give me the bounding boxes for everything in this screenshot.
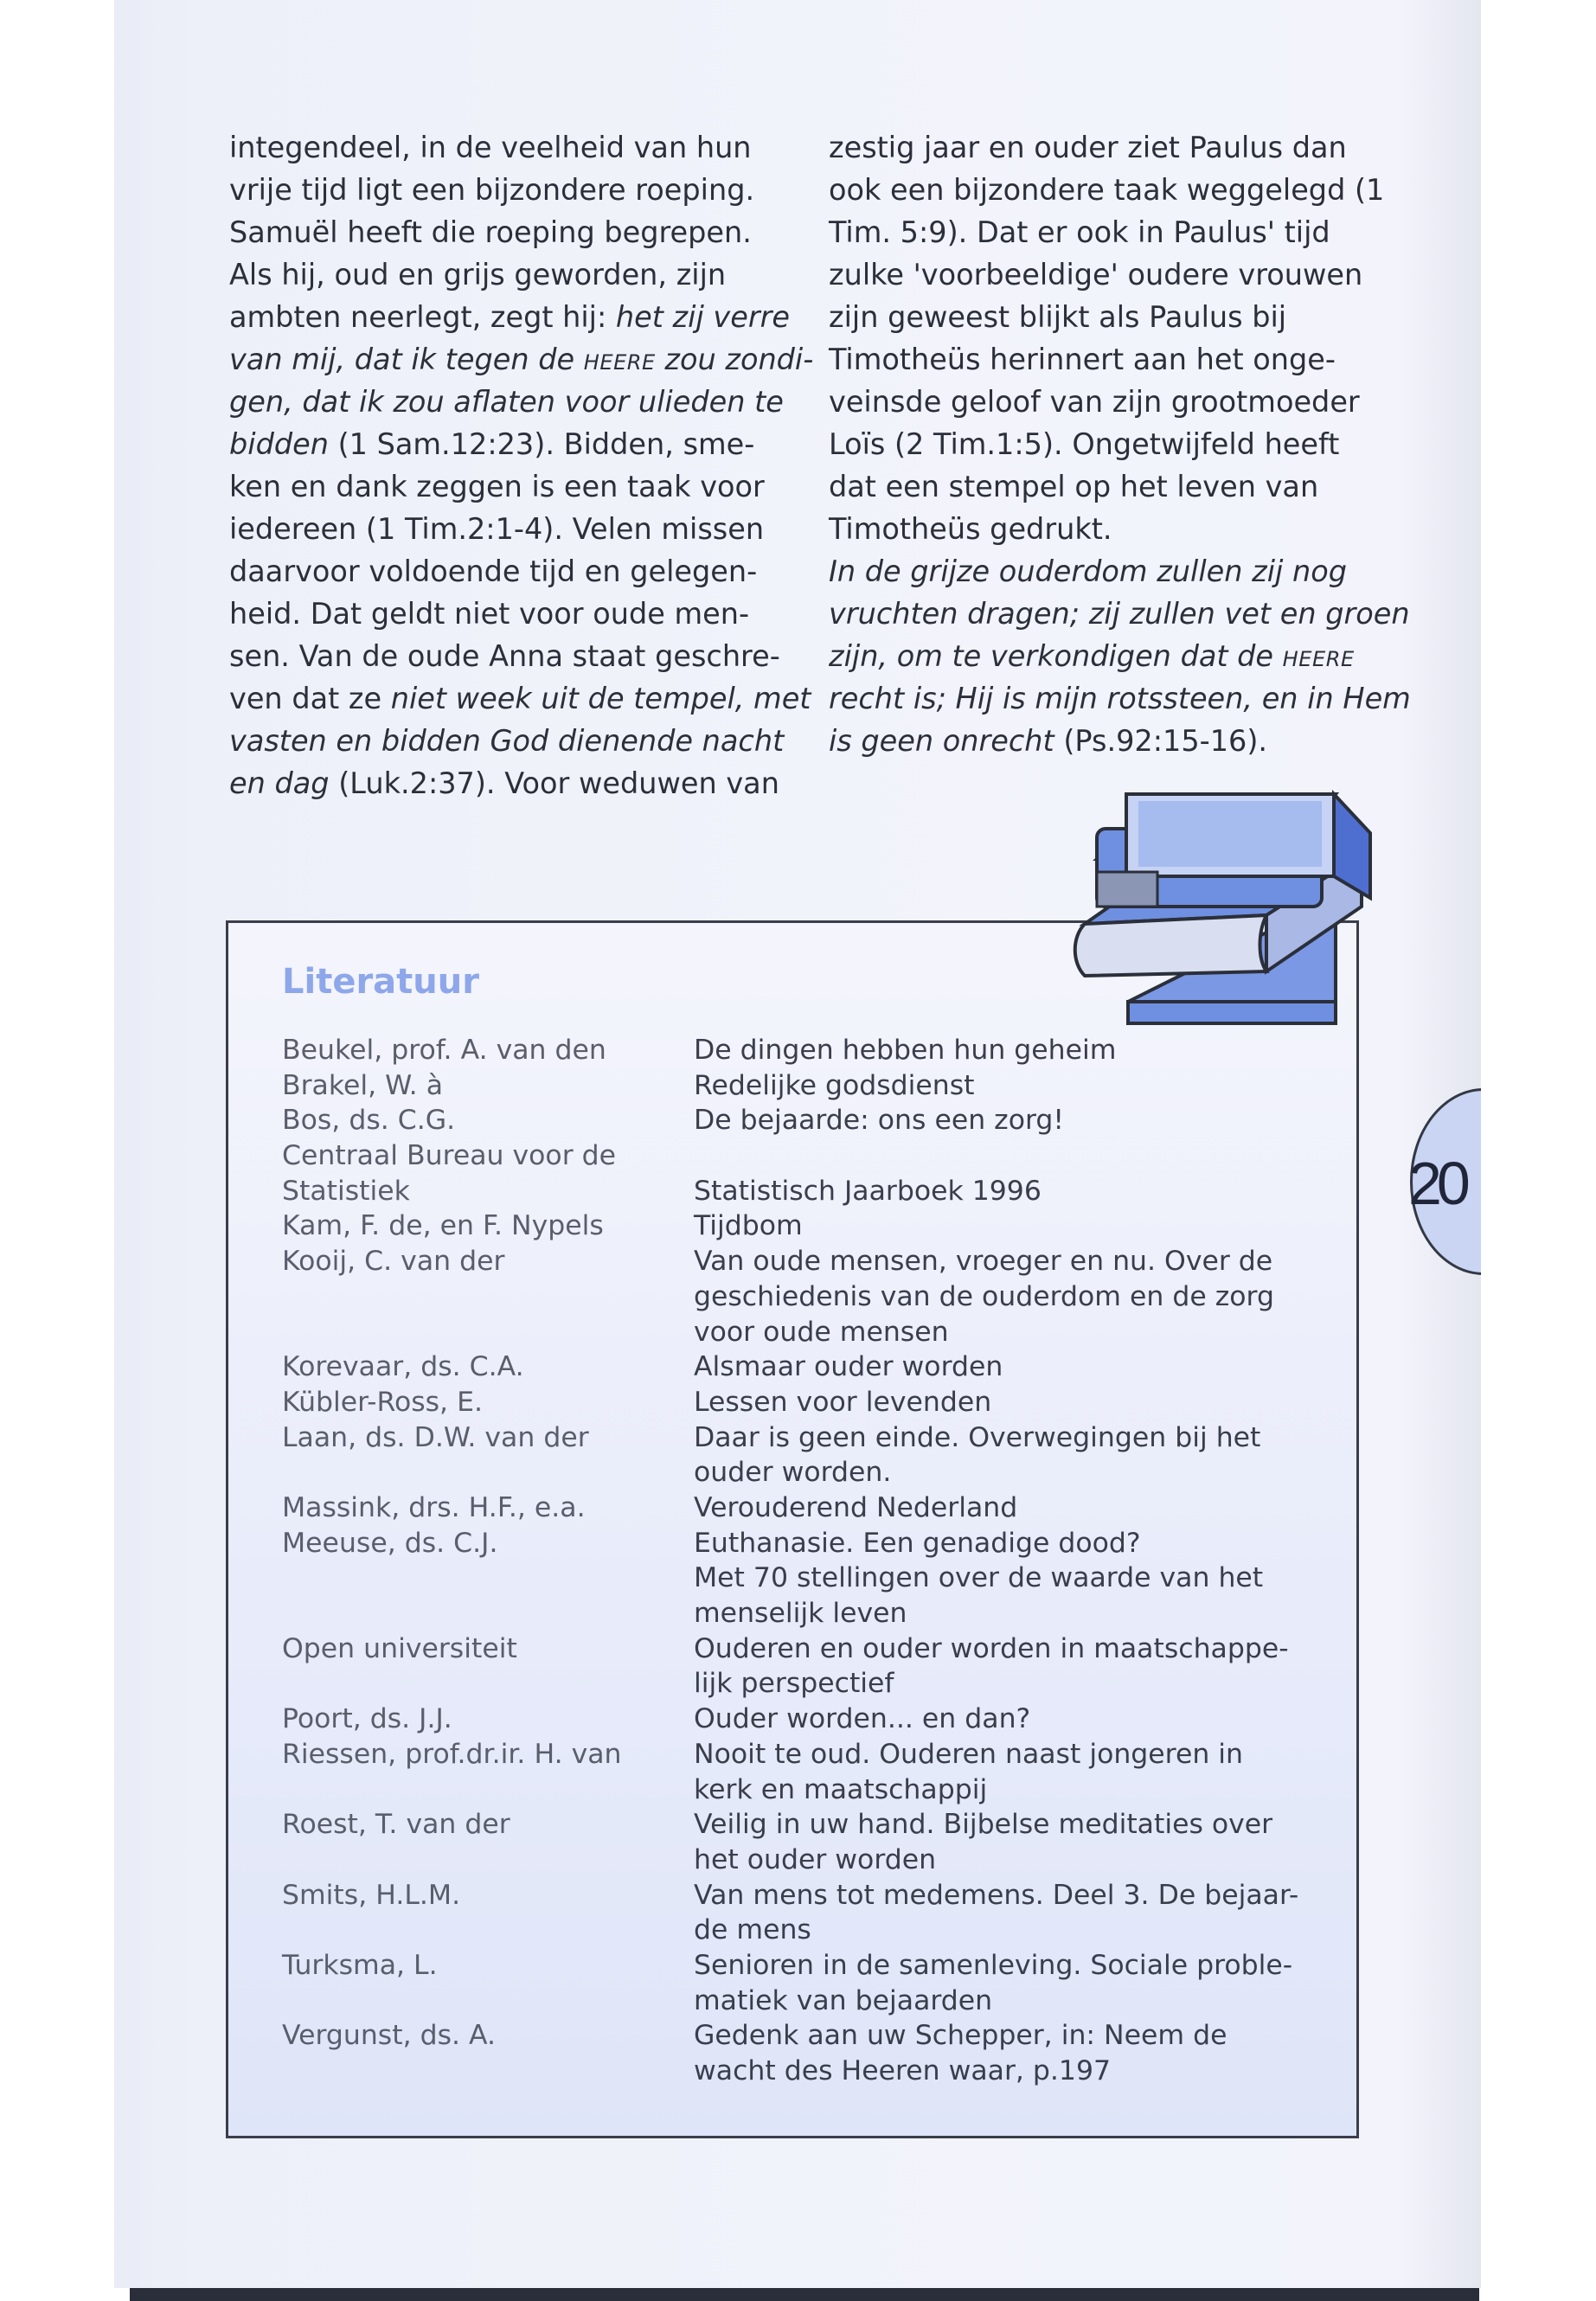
literature-author: Massink, drs. H.F., e.a. [282,1492,586,1523]
literature-book-title: Veilig in uw hand. Bijbelse meditaties over het ouder worden [694,1809,1273,1875]
literature-book-title: Verouderend Nederland [694,1492,1018,1523]
literature-book-title: Senioren in de samenleving. Sociale proble- matiek van bejaarden [694,1950,1293,2016]
literature-author: Roest, T. van der [282,1809,510,1841]
text-span: iedereen (1 Tim.2:1-4). Velen missen [229,512,765,546]
literature-author: Laan, ds. D.W. van der [282,1421,589,1453]
text-line [829,253,1382,296]
italic-quote-span: In de grijze ouderdom zullen zij nog [829,554,1347,588]
text-line [829,720,1382,762]
text-span: ven dat ze [229,682,391,715]
text-span: Timotheüs gedrukt. [829,512,1112,546]
literature-title: Literatuur [282,962,479,1002]
italic-quote-span: HEERE [1282,647,1355,671]
text-span: Als hij, oud en grijs geworden, zijn [229,258,727,292]
text-span: daarvoor voldoende tijd en gelegen- [229,554,758,588]
literature-author: Bos, ds. C.G. [282,1105,456,1137]
literature-entry [282,1103,1320,1138]
text-line [829,635,1382,677]
text-span: Samuël heeft die roeping begrepen. [229,215,752,249]
text-line [229,465,783,508]
text-span: (1 Sam.12:23). Bidden, sme- [328,427,755,461]
literature-entry [282,1878,1320,1948]
literature-book-title: Daar is geen einde. Overwegingen bij het ouder worden. [694,1421,1261,1489]
italic-quote-span: vruchten dragen; zij zullen vet en groen [829,597,1410,631]
left-text-column [229,126,814,804]
literature-book-title: Nooit te oud. Ouderen naast jongeren in kerk en maatschappij [694,1738,1244,1805]
italic-quote-span: vasten en bidden God dienende nacht [229,724,785,758]
text-line [229,550,783,593]
text-line [829,126,1382,169]
literature-author: Korevaar, ds. C.A. [282,1351,524,1383]
text-line [229,677,811,720]
literature-entry [282,1737,1320,1807]
text-line [229,296,790,338]
text-line [829,508,1382,550]
text-line [229,253,783,296]
literature-entry [282,2018,1320,2088]
text-line [229,338,814,381]
literature-entry [282,1420,1320,1490]
italic-quote-span: van mij, dat ik tegen de [229,343,584,376]
literature-author: Smits, H.L.M. [282,1879,461,1911]
literature-author: Open universiteit [282,1632,517,1664]
text-span: Tim. 5:9). Dat er ook in Paulus' tijd [829,215,1330,249]
italic-quote-span: is geen onrecht [829,724,1054,758]
literature-book-title: De bejaarde: ons een zorg! [694,1105,1065,1137]
text-line [229,508,783,550]
text-span: zestig jaar en ouder ziet Paulus dan [829,131,1347,164]
text-line [229,635,783,677]
text-line [829,550,1382,593]
text-line [829,593,1410,635]
literature-author: Riessen, prof.dr.ir. H. van [282,1738,622,1770]
literature-entry [282,1349,1320,1385]
literature-entry [282,1702,1320,1737]
literature-book-title: Lessen voor levenden [694,1386,992,1418]
italic-quote-span: bidden [229,427,329,461]
literature-entry [282,1385,1320,1420]
literature-entry [282,1948,1320,2018]
text-line [829,465,1382,508]
text-span: ken en dank zeggen is een taak voor [229,470,765,503]
literature-author: Kam, F. de, en F. Nypels [282,1210,604,1242]
literature-entry [282,1138,1320,1208]
text-line [229,381,783,423]
literature-book-title: Gedenk aan uw Schepper, in: Neem de wacht des Heeren waar, p.197 [694,2020,1227,2087]
literature-author: Turksma, L. [282,1950,438,1982]
literature-book-title: Alsmaar ouder worden [694,1351,1003,1383]
text-line [229,126,783,169]
literature-book-title: De dingen hebben hun geheim [694,1035,1117,1066]
text-span: Timotheüs herinnert aan het onge- [829,343,1336,376]
text-line [829,381,1382,423]
text-line [229,423,783,465]
literature-author: Kooij, C. van der [282,1246,505,1278]
literature-entry [282,1526,1320,1631]
literature-list [282,1033,1320,2089]
italic-quote-span: en dag [229,766,330,800]
text-line [829,296,1382,338]
literature-author: Beukel, prof. A. van den [282,1035,606,1066]
text-span: veinsde geloof van zijn grootmoeder [829,385,1360,419]
text-span: zijn geweest blijkt als Paulus bij [829,300,1287,334]
text-line [829,338,1382,381]
text-span: heid. Dat geldt niet voor oude men- [229,597,750,631]
italic-quote-span: HEERE [583,350,656,375]
page-edge-margin-overlay [1481,1073,1596,1298]
literature-entry [282,1244,1320,1349]
text-line [829,423,1382,465]
italic-quote-span: niet week uit de tempel, met [390,682,811,715]
text-line [229,762,783,804]
text-span: (Ps.92:15-16). [1054,724,1268,758]
literature-author: Brakel, W. à [282,1069,444,1101]
right-text-column [829,126,1411,762]
literature-book-title: Redelijke godsdienst [694,1069,975,1101]
literature-book-title: Ouder worden... en dan? [694,1703,1031,1735]
text-span: vrije tijd ligt een bijzondere roeping. [229,173,755,207]
literature-author: Kübler-Ross, E. [282,1386,483,1418]
italic-quote-span: zou zondi- [655,343,814,376]
literature-entry [282,1068,1320,1104]
text-line [829,677,1411,720]
literature-book-title: Tijdbom [694,1210,803,1242]
text-span: dat een stempel op het leven van [829,470,1319,503]
italic-quote-span: gen, dat ik zou aflaten voor ulieden te [229,385,784,419]
literature-author: Centraal Bureau voor de Statistiek [282,1140,617,1207]
text-span: (Luk.2:37). Voor weduwen van [329,766,779,800]
text-line [229,211,783,253]
text-span: ambten neerlegt, zegt hij: [229,300,616,334]
literature-author: Meeuse, ds. C.J. [282,1527,498,1559]
text-line [229,593,783,635]
literature-book-title: Van oude mensen, vroeger en nu. Over de geschiedenis van de ouderdom en de zorg voor oude mensen [694,1246,1274,1348]
literature-author: Vergunst, ds. A. [282,2020,497,2052]
italic-quote-span: zijn, om te verkondigen dat de [829,639,1283,673]
page-bottom-edge [130,2288,1479,2301]
stacked-books-icon [1067,785,1388,1036]
italic-quote-span: het zij verre [615,300,790,334]
italic-quote-span: recht is; Hij is mijn rotssteen, en in Hem [829,682,1411,715]
literature-entry [282,1807,1320,1877]
text-span: sen. Van de oude Anna staat geschre- [229,639,780,673]
text-line [829,169,1385,211]
text-line [829,211,1382,253]
page-number: 20 [1408,1150,1465,1217]
literature-author: Poort, ds. J.J. [282,1703,452,1735]
literature-book-title: Ouderen en ouder worden in maatschappe- lijk perspectief [694,1632,1289,1700]
literature-book-title: Euthanasie. Een genadige dood? Met 70 stellingen over de waarde van het menselijk leven [694,1527,1264,1630]
literature-book-title: Van mens tot medemens. Deel 3. De bejaar- de mens [694,1879,1299,1946]
literature-entry [282,1631,1320,1702]
text-span: zulke 'voorbeeldige' oudere vrouwen [829,258,1363,292]
literature-book-title: Statistisch Jaarboek 1996 [694,1175,1042,1207]
text-line [229,169,783,211]
text-line [229,720,783,762]
text-span: ook een bijzondere taak weggelegd (1 [829,173,1385,207]
literature-entry [282,1490,1320,1526]
literature-entry [282,1208,1320,1244]
literature-entry [282,1033,1320,1068]
text-span: integendeel, in de veelheid van hun [229,131,752,164]
text-span: Loïs (2 Tim.1:5). Ongetwijfeld heeft [829,427,1340,461]
